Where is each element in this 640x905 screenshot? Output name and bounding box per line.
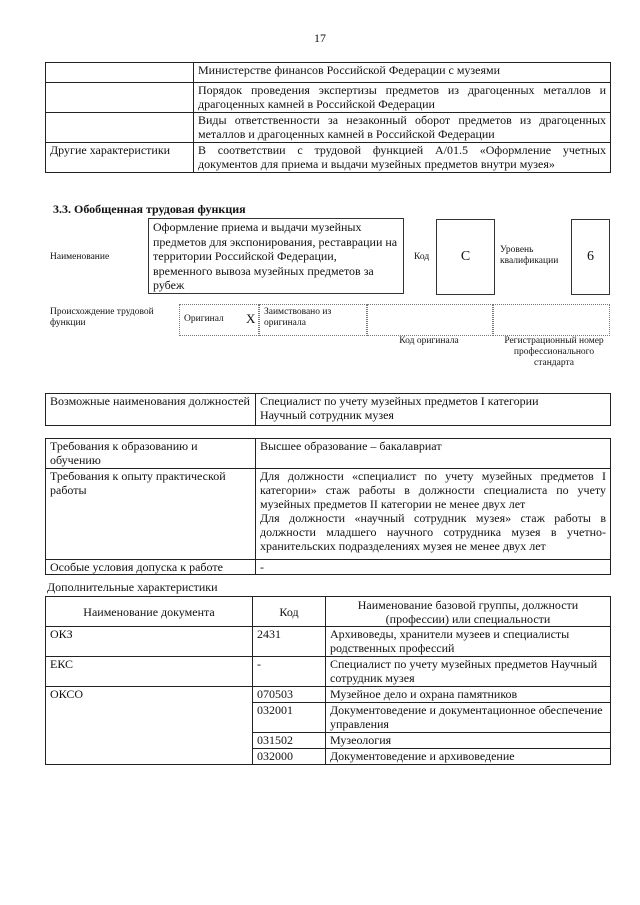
name-cell: Специалист по учету музейных предметов Научный сотрудник музея (326, 657, 611, 687)
original-box (179, 304, 259, 336)
page-number: 17 (314, 31, 326, 45)
header-name: Наименование базовой группы, должности (профессии) или специальности (326, 597, 611, 627)
special-conditions-value: - (256, 560, 611, 575)
doc-cell: ОКЗ (46, 627, 253, 657)
experience-item: Для должности «научный сотрудник музея» стаж работы в должности младшего научного сотрудника музея в учетно-хранительских подразделениях музея не менее двух лет (260, 511, 606, 553)
name-cell: Документоведение и документационное обеспечение управления (326, 703, 611, 733)
additional-table (45, 596, 611, 765)
special-conditions-label: Особые условия допуска к работе (46, 560, 256, 575)
name-label: Наименование (50, 252, 110, 262)
top-table-left-cell (46, 113, 194, 143)
education-value: Высшее образование – бакалавриат (256, 439, 611, 469)
code-cell: 032000 (253, 749, 326, 765)
code-original-box (367, 304, 493, 336)
section-title: 3.3. Обобщенная трудовая функция (53, 202, 246, 216)
top-table-left-cell (46, 83, 194, 113)
borrowed-label: Заимствовано из оригинала (264, 307, 332, 328)
other-characteristics-value: В соответствии с трудовой функцией А/01.5 «Оформление учетных документов для приема и выдачи музейных предметов внутри музея» (194, 143, 611, 173)
qualification-level-value: 6 (571, 219, 610, 295)
reg-number-caption: Регистрационный номер профессионального стандарта (504, 336, 604, 368)
doc-cell: ЕКС (46, 657, 253, 687)
positions-label: Возможные наименования должностей (46, 394, 256, 426)
borrowed-box (259, 304, 367, 336)
code-cell: - (253, 657, 326, 687)
reg-number-box (493, 304, 610, 336)
name-cell: Архивоведы, хранители музеев и специалисты родственных профессий (326, 627, 611, 657)
code-cell: 2431 (253, 627, 326, 657)
level-label: Уровень квалификации (500, 245, 559, 266)
original-mark: X (246, 311, 256, 326)
experience-value (256, 469, 611, 560)
name-cell: Документоведение и архивоведение (326, 749, 611, 765)
function-name-value: Оформление приема и выдачи музейных предметов для экспонирования, реставрации на территории Российской Федерации, временного вывоза музейных предметов за рубеж (148, 218, 404, 294)
code-label: Код (414, 252, 430, 262)
origin-label: Происхождение трудовой функции (50, 307, 154, 328)
top-table-right-cell: Министерстве финансов Российской Федерации с музеями (194, 63, 611, 83)
requirements-table (45, 438, 611, 575)
code-cell: 032001 (253, 703, 326, 733)
top-table-right-cell: Виды ответственности за незаконный оборот предметов из драгоценных металлов и драгоценных камней в Российской Федерации (194, 113, 611, 143)
header-document: Наименование документа (46, 597, 253, 627)
header-code: Код (253, 597, 326, 627)
name-cell: Музейное дело и охрана памятников (326, 687, 611, 703)
positions-values (256, 394, 611, 426)
position-item: Научный сотрудник музея (260, 408, 394, 422)
education-label: Требования к образованию и обучению (46, 439, 256, 469)
position-item: Специалист по учету музейных предметов I категории (260, 394, 539, 408)
top-table (45, 62, 611, 173)
experience-label: Требования к опыту практической работы (46, 469, 256, 560)
top-table-left-cell (46, 63, 194, 83)
function-code-value: С (436, 219, 495, 295)
additional-title: Дополнительные характеристики (47, 580, 218, 594)
code-original-caption: Код оригинала (399, 336, 459, 346)
top-table-right-cell: Порядок проведения экспертизы предметов из драгоценных металлов и драгоценных камней в Российской Федерации (194, 83, 611, 113)
experience-item: Для должности «специалист по учету музейных предметов I категории» стаж работы в должности специалиста по учету музейных предметов II категории не менее двух лет (260, 469, 606, 511)
other-characteristics-label: Другие характеристики (46, 143, 194, 173)
original-label: Оригинал (184, 314, 224, 324)
doc-cell: ОКСО (46, 687, 253, 765)
positions-table (45, 393, 611, 426)
name-cell: Музеология (326, 733, 611, 749)
code-cell: 031502 (253, 733, 326, 749)
code-cell: 070503 (253, 687, 326, 703)
